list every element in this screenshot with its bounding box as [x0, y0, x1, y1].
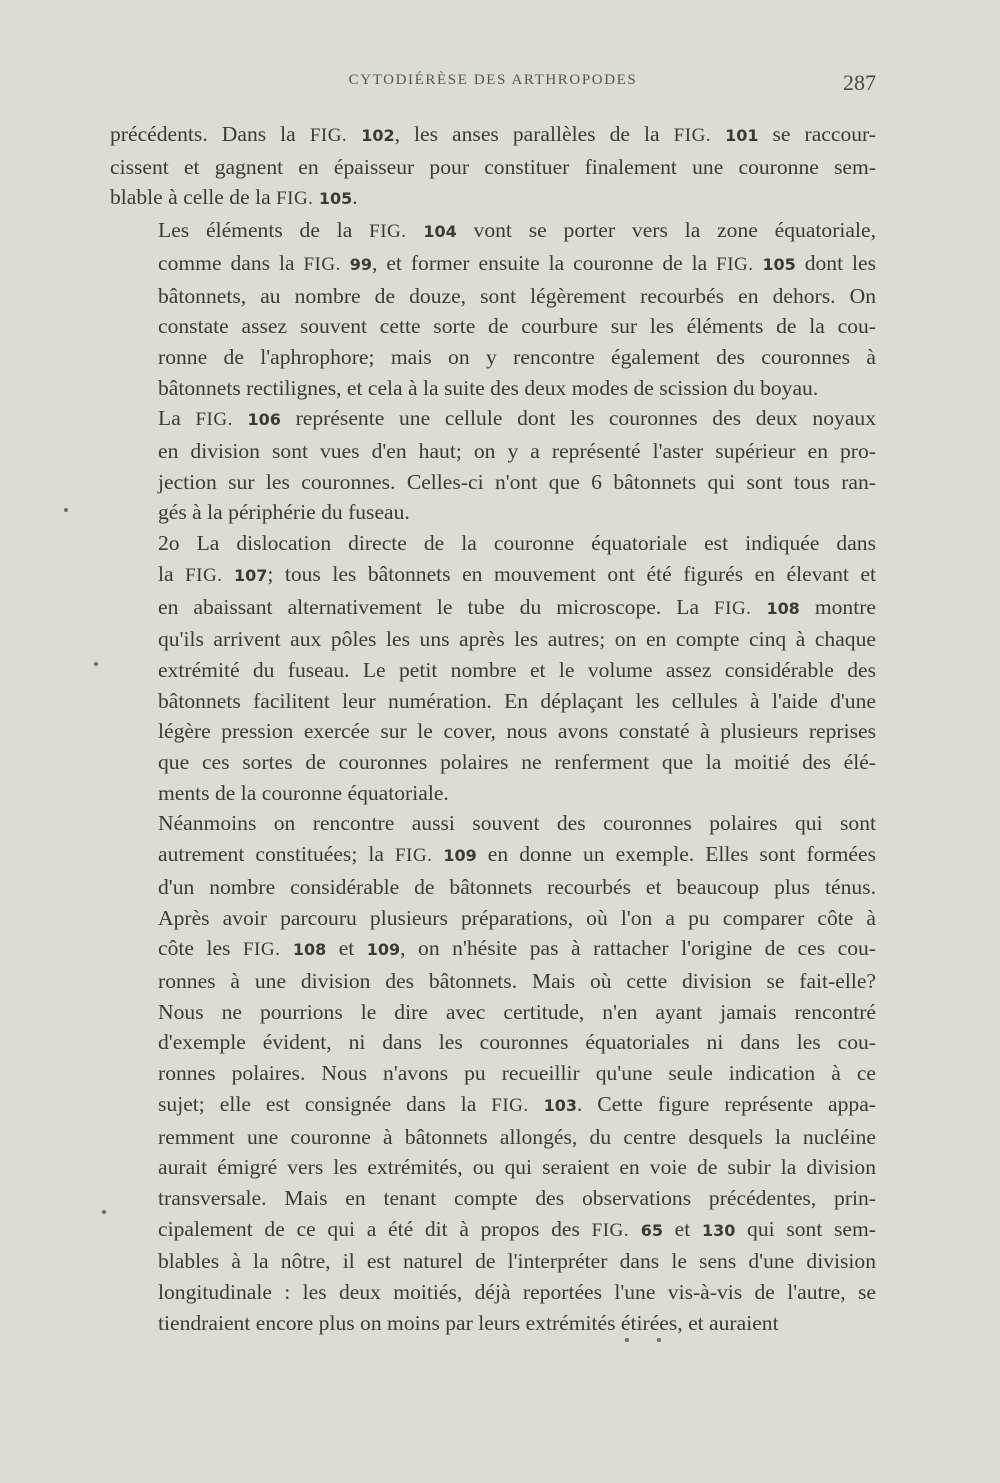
- figure-number: 109: [366, 940, 401, 960]
- text-run: [222, 562, 234, 586]
- text-run: vont se porter vers la zone équatoriale,: [456, 218, 876, 243]
- text-run: ronnes polaires. Nous n'avons pu recueillir qu'une seule indication à ce: [158, 1061, 876, 1086]
- text-run: Après avoir parcouru plusieurs préparations, où l'on a pu comparer côte à: [158, 905, 876, 930]
- text-line: [110, 281, 876, 312]
- text-line: [110, 1277, 876, 1308]
- text-run: Les éléments de la: [158, 218, 370, 243]
- text-run: cissent et gagnent en épaisseur pour constituer finalement une couronne sem-: [110, 154, 876, 179]
- text-run: cipalement de ce qui a été dit à propos des: [158, 1216, 592, 1241]
- text-run: en division sont vues d'en haut; on y a représenté l'aster supérieur en pro-: [158, 439, 876, 464]
- figure-number: 102: [361, 126, 395, 145]
- text-run: blables à la nôtre, il est naturel de l'interpréter dans le sens d'une division: [158, 1249, 876, 1274]
- figure-number: 108: [292, 940, 327, 960]
- text-run: blable à celle de la: [110, 185, 277, 210]
- text-run: ments de la couronne équatoriale.: [158, 780, 449, 805]
- text-line: [110, 497, 876, 528]
- figure-number: 99: [349, 254, 373, 274]
- text-run: légère pression exercée sur le cover, nous avons constaté à plusieurs reprises: [158, 719, 876, 744]
- text-run: d'exemple évident, ni dans les couronnes équatoriales ni dans les cou-: [158, 1030, 876, 1055]
- text-run: gés à la périphérie du fuseau.: [158, 500, 410, 525]
- page-number: 287: [843, 70, 876, 95]
- text-run: et: [326, 936, 367, 961]
- text-line: [110, 119, 876, 152]
- figure-number: 105: [318, 189, 353, 209]
- text-run: La: [158, 406, 196, 431]
- scan-speck: [657, 1338, 661, 1342]
- text-line: [110, 839, 876, 872]
- paragraph: [110, 528, 876, 808]
- text-line: [110, 248, 876, 281]
- text-run: , et former ensuite la couronne de la: [372, 250, 717, 275]
- figure-number: 103: [543, 1095, 577, 1115]
- text-line: [110, 436, 876, 467]
- figure-abbrev: FIG.: [716, 253, 754, 275]
- text-run: [432, 842, 443, 866]
- text-run: représente une cellule dont les couronnes des deux noyaux: [280, 406, 876, 431]
- figure-abbrev: FIG.: [195, 409, 233, 431]
- figure-number: 108: [766, 598, 800, 618]
- figure-number: 104: [423, 222, 457, 242]
- scan-speck: [64, 508, 68, 512]
- figure-abbrev: FIG.: [714, 597, 752, 619]
- text-line: [110, 1027, 876, 1058]
- text-run: jection sur les couronnes. Celles-ci n'ont que 6 bâtonnets qui sont tous ran-: [158, 469, 876, 494]
- text-line: [110, 467, 876, 498]
- text-line: [110, 1246, 876, 1277]
- figure-abbrev: FIG.: [394, 845, 433, 867]
- text-run: précédents. Dans la: [110, 122, 310, 146]
- text-run: constate assez souvent cette sorte de courbure sur les éléments de la cou-: [158, 314, 876, 339]
- text-run: [629, 1217, 641, 1241]
- text-line: [110, 1183, 876, 1214]
- figure-number: 106: [247, 410, 281, 430]
- figure-number: 105: [762, 254, 796, 274]
- text-line: [110, 215, 876, 248]
- text-line: [110, 686, 876, 717]
- text-run: bâtonnets facilitent leur numération. En déplaçant les cellules à l'aide d'une: [158, 688, 876, 713]
- text-line: [110, 1308, 876, 1339]
- text-run: remment une couronne à bâtonnets allongés, du centre desquels la nucléine: [158, 1124, 876, 1149]
- text-line: [110, 808, 876, 839]
- text-line: [110, 152, 876, 183]
- text-run: . Cette figure représente appa-: [576, 1091, 876, 1116]
- text-run: bâtonnets, au nombre de douze, sont légèrement recourbés en dehors. On: [158, 283, 876, 308]
- figure-abbrev: FIG.: [591, 1219, 630, 1241]
- body-text: [110, 119, 876, 1338]
- figure-abbrev: FIG.: [369, 221, 407, 243]
- text-run: autrement constituées; la: [158, 842, 395, 867]
- text-run: , les anses parallèles de la: [394, 122, 674, 146]
- text-run: qui sont sem-: [735, 1216, 876, 1241]
- text-line: [110, 716, 876, 747]
- text-line: [110, 311, 876, 342]
- paragraph: [110, 119, 876, 215]
- text-line: [110, 1089, 876, 1122]
- text-run: la: [158, 561, 186, 586]
- figure-abbrev: FIG.: [185, 564, 223, 586]
- text-run: en abaissant alternativement le tube du microscope. La: [158, 594, 715, 619]
- text-run: transversale. Mais en tenant compte des observations précédentes, prin-: [158, 1185, 876, 1210]
- text-run: 2o La dislocation directe de la couronne équatoriale est indiquée dans: [158, 531, 876, 556]
- text-run: [529, 1092, 544, 1116]
- text-run: ronnes à une division des bâtonnets. Mais où cette division se fait-elle?: [158, 968, 876, 993]
- scan-speck: [94, 662, 98, 666]
- text-line: [110, 997, 876, 1028]
- figure-abbrev: FIG.: [303, 253, 341, 275]
- figure-number: 101: [725, 126, 759, 145]
- scan-speck: [102, 1210, 106, 1214]
- figure-number: 107: [233, 565, 268, 585]
- text-line: [110, 1122, 876, 1153]
- text-run: comme dans la: [158, 250, 304, 275]
- text-run: [711, 122, 725, 146]
- text-run: ; tous les bâtonnets en mouvement ont été figurés en élevant et: [267, 561, 876, 586]
- figure-abbrev: FIG.: [242, 939, 281, 961]
- text-line: [110, 655, 876, 686]
- scan-speck: [625, 1338, 629, 1342]
- paragraph: [110, 403, 876, 528]
- text-line: [110, 624, 876, 655]
- text-line: [110, 903, 876, 934]
- page-header: [110, 70, 876, 100]
- text-line: [110, 1214, 876, 1247]
- text-run: montre: [799, 594, 876, 619]
- text-run: [751, 595, 766, 619]
- text-line: [110, 373, 876, 404]
- text-line: [110, 1058, 876, 1089]
- text-run: que ces sortes de couronnes polaires ne renferment que la moitié des élé-: [158, 750, 876, 775]
- figure-number: 109: [443, 846, 477, 866]
- text-line: [110, 403, 876, 436]
- text-run: dont les: [795, 250, 876, 275]
- figure-abbrev: FIG.: [673, 125, 712, 146]
- text-run: d'un nombre considérable de bâtonnets recourbés et beaucoup plus ténus.: [158, 874, 876, 899]
- text-line: [110, 747, 876, 778]
- text-line: [110, 1152, 876, 1183]
- text-run: ronne de l'aphrophore; mais on y rencontre également des couronnes à: [158, 344, 876, 369]
- text-run: se raccour-: [758, 122, 876, 146]
- text-run: tiendraient encore plus on moins par leurs extrémités étirées, et auraient: [158, 1310, 779, 1335]
- text-run: sujet; elle est consignée dans la: [158, 1091, 492, 1116]
- text-line: [110, 528, 876, 559]
- text-run: , on n'hésite pas à rattacher l'origine de ces cou-: [400, 936, 876, 961]
- text-line: [110, 933, 876, 966]
- text-line: [110, 559, 876, 592]
- text-line: [110, 592, 876, 625]
- text-run: bâtonnets rectilignes, et cela à la suite des deux modes de scission du boyau.: [158, 375, 819, 400]
- text-run: côte les: [158, 936, 243, 961]
- text-run: Nous ne pourrions le dire avec certitude, n'en ayant jamais rencontré: [158, 999, 876, 1024]
- text-run: et: [662, 1216, 702, 1241]
- text-line: [110, 966, 876, 997]
- figure-abbrev: FIG.: [491, 1094, 529, 1116]
- text-run: .: [352, 185, 358, 210]
- text-run: qu'ils arrivent aux pôles les uns après les autres; on en compte cinq à chaque: [158, 627, 876, 652]
- figure-number: 130: [701, 1220, 736, 1240]
- running-title: CYTODIÉRÈSE DES ARTHROPODES: [348, 72, 638, 88]
- text-line: [110, 342, 876, 373]
- text-run: [407, 218, 424, 242]
- figure-abbrev: FIG.: [276, 188, 314, 210]
- text-run: [347, 122, 361, 146]
- text-run: aurait émigré vers les extrémités, ou qui seraient en voie de subir la division: [158, 1155, 876, 1180]
- text-run: en donne un exemple. Elles sont formées: [476, 842, 877, 867]
- text-run: Néanmoins on rencontre aussi souvent des couronnes polaires qui sont: [158, 811, 876, 836]
- figure-abbrev: FIG.: [309, 125, 348, 146]
- paragraph: [110, 808, 876, 1338]
- text-run: longitudinale : les deux moitiés, déjà reportées l'une vis-à-vis de l'autre, se: [158, 1280, 876, 1305]
- text-line: [110, 182, 876, 215]
- text-run: [233, 406, 248, 430]
- text-run: extrémité du fuseau. Le petit nombre et le volume assez considérable des: [158, 657, 876, 682]
- text-run: [280, 936, 293, 960]
- paragraph: [110, 215, 876, 403]
- text-line: [110, 778, 876, 809]
- text-run: [341, 251, 350, 275]
- text-line: [110, 872, 876, 903]
- figure-number: 65: [640, 1220, 663, 1240]
